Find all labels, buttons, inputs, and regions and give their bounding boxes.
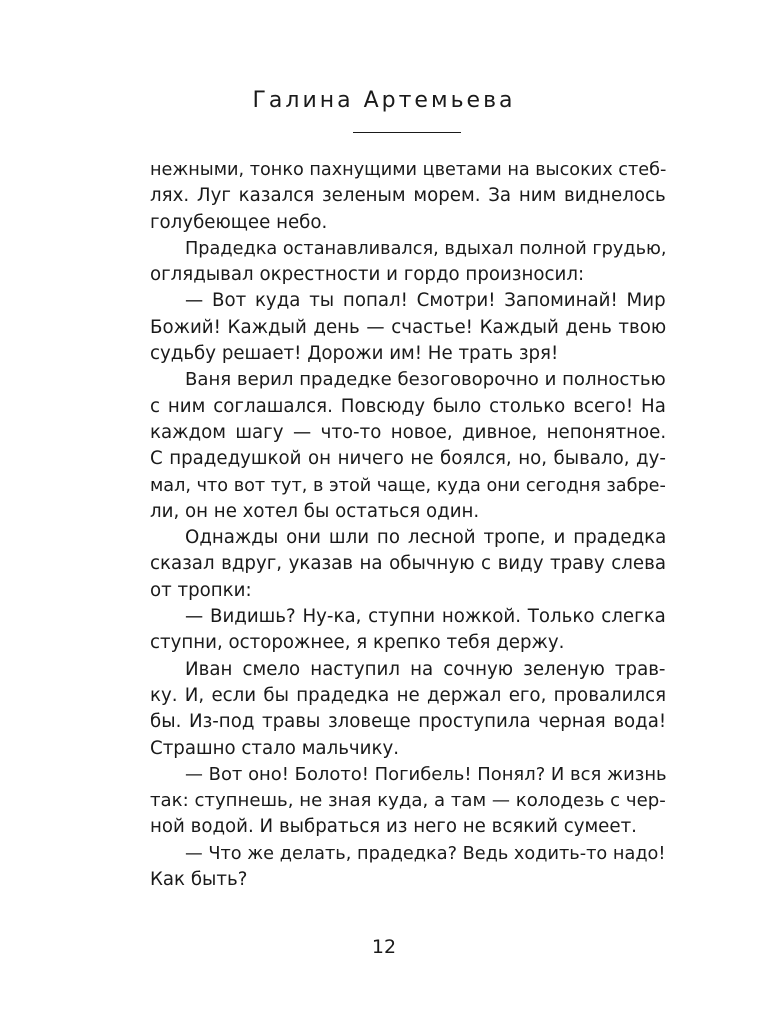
text-line: Страшно стало мальчику. bbox=[150, 737, 400, 759]
text-line: — Вот куда ты попал! Смотри! Запоминай! Мир bbox=[185, 290, 666, 312]
text-line: Ваня верил прадедке безоговорочно и полностью bbox=[185, 369, 666, 391]
text-line: лях. Луг казался зеленым морем. За ним виднелось bbox=[150, 185, 666, 207]
text-line: от тропки: bbox=[150, 579, 252, 601]
page-number: 12 bbox=[371, 936, 397, 958]
text-line: Божий! Каждый день — счастье! Каждый день твою bbox=[150, 316, 667, 338]
text-line: — Вот оно! Болото! Погибель! Понял? И вся жизнь bbox=[185, 763, 667, 785]
text-line: судьбу решает! Дорожи им! Не трать зря! bbox=[150, 343, 559, 365]
text-line: Прадедка останавливался, вдыхал полной грудью, bbox=[185, 238, 667, 259]
header-divider bbox=[353, 132, 461, 133]
text-line: — Что же делать, прадедка? Ведь ходить-то надо! bbox=[185, 843, 666, 864]
text-line: сказал вдруг, указав на обычную с виду траву слева bbox=[150, 553, 666, 575]
text-line: с ним соглашался. Повсюду было столько всего! На bbox=[150, 395, 666, 417]
text-line: мал, что вот тут, в этой чаще, куда они сегодня забре- bbox=[150, 475, 666, 496]
text-line: Однажды они шли по лесной тропе, и прадедка bbox=[185, 527, 667, 549]
text-line: голубеющее небо. bbox=[150, 211, 328, 233]
text-line: нежными, тонко пахнущими цветами на высоких стеб- bbox=[150, 160, 667, 180]
text-line: Как быть? bbox=[150, 869, 248, 891]
text-line: оглядывал окрестности и гордо произносил: bbox=[150, 264, 585, 286]
text-line: ной водой. И выбраться из него не всякий сумеет. bbox=[150, 816, 637, 838]
text-line: ку. И, если бы прадедка не держал его, провалился bbox=[150, 684, 667, 706]
text-line: С прадедушкой он ничего не боялся, но, бывало, ду- bbox=[150, 448, 666, 470]
text-line: каждом шагу — что-то новое, дивное, непонятное. bbox=[150, 421, 667, 443]
text-line: так: ступнешь, не зная куда, а там — колодезь с чер- bbox=[150, 790, 666, 812]
text-line: бы. Из-под травы зловеще проступила черная вода! bbox=[150, 711, 667, 733]
text-line: — Видишь? Ну-ка, ступни ножкой. Только слегка bbox=[185, 606, 666, 628]
text-line: ступни, осторожнее, я крепко тебя держу. bbox=[150, 632, 565, 654]
text-line: Иван смело наступил на сочную зеленую трав- bbox=[185, 658, 666, 680]
page-body-text bbox=[150, 157, 666, 893]
running-header-author: Галина Артемьева bbox=[252, 88, 516, 113]
text-line: ли, он не хотел бы остаться один. bbox=[150, 500, 480, 522]
